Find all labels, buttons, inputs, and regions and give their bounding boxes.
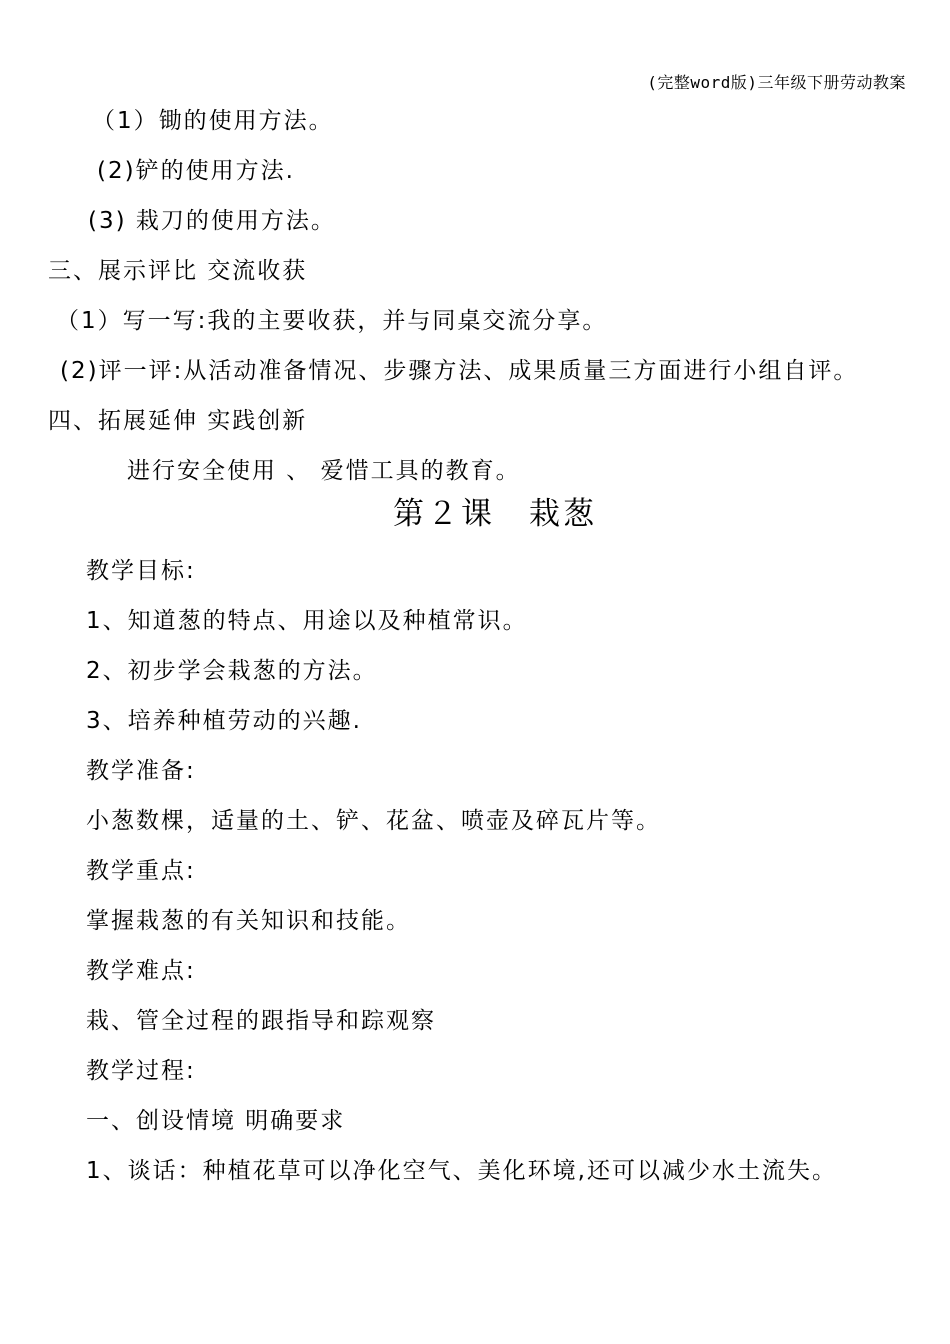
section-heading-show-evaluate: 三、展示评比 交流收获 bbox=[48, 258, 308, 284]
text-line-evaluate: (2)评一评:从活动准备情况、步骤方法、成果质量三方面进行小组自评。 bbox=[60, 358, 859, 384]
text-line-shovel-usage: (2)铲的使用方法. bbox=[97, 158, 295, 184]
label-teaching-key-point: 教学重点: bbox=[86, 858, 196, 884]
lesson-title: 第２课 栽葱 bbox=[393, 496, 597, 532]
objective-item-1: 1、知道葱的特点、用途以及种植常识。 bbox=[86, 608, 528, 634]
difficulty-text: 栽、管全过程的跟指导和踪观察 bbox=[86, 1008, 436, 1034]
text-line-hoe-usage: （1）锄的使用方法。 bbox=[92, 108, 334, 134]
label-teaching-difficulty: 教学难点: bbox=[86, 958, 196, 984]
objective-item-3: 3、培养种植劳动的兴趣. bbox=[86, 708, 362, 734]
label-teaching-process: 教学过程: bbox=[86, 1058, 196, 1084]
section-heading-extend-practice: 四、拓展延伸 实践创新 bbox=[48, 408, 308, 434]
document-header-title: (完整word版)三年级下册劳动教案 bbox=[647, 73, 906, 92]
label-teaching-objectives: 教学目标: bbox=[86, 558, 196, 584]
key-point-text: 掌握栽葱的有关知识和技能。 bbox=[86, 908, 411, 934]
preparation-materials: 小葱数棵，适量的土、铲、花盆、喷壶及碎瓦片等。 bbox=[86, 808, 661, 834]
process-step-talk: 1、谈话：种植花草可以净化空气、美化环境,还可以减少水土流失。 bbox=[86, 1158, 837, 1184]
text-line-trowel-usage: (3) 栽刀的使用方法。 bbox=[88, 208, 336, 234]
objective-item-2: 2、初步学会栽葱的方法。 bbox=[86, 658, 378, 684]
process-step-heading-1: 一、创设情境 明确要求 bbox=[86, 1108, 346, 1134]
label-teaching-preparation: 教学准备: bbox=[86, 758, 196, 784]
text-line-write: （1）写一写:我的主要收获，并与同桌交流分享。 bbox=[56, 308, 608, 334]
text-line-safety-education: 进行安全使用 、 爱惜工具的教育。 bbox=[127, 458, 521, 484]
